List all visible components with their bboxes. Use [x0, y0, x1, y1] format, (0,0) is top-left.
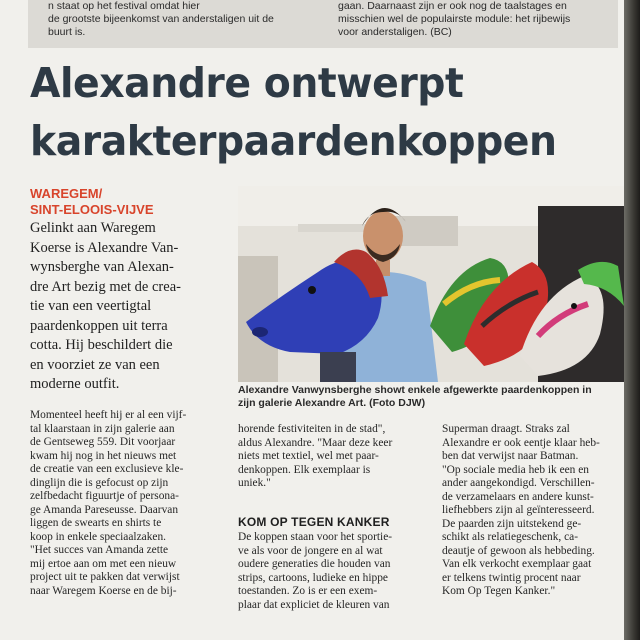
article-headline — [30, 54, 606, 170]
headline-line-1: Alexandre ontwerpt — [30, 59, 464, 107]
page-edge-shadow — [624, 0, 640, 640]
lead-paragraph: Gelinkt aan Waregem Koerse is Alexandre Van- wynsberghe van Alexan- dre Art bezig met de crea- tie van een veertigtal paardenkoppen uit terra cotta. Hij beschildert die en voorziet ze van een moderne outfit. — [30, 220, 181, 392]
previous-article-col-1: n staat op het festival omdat hier de grootste bijeenkomst van anderstaligen uit de buurt is. — [48, 0, 274, 38]
previous-article-box — [28, 0, 618, 48]
section-subheading: KOM OP TEGEN KANKER — [238, 515, 390, 529]
photo-caption: Alexandre Vanwynsberghe showt enkele afgewerkte paardenkoppen in zijn galerie Alexandre Art. (Foto DJW) — [238, 384, 592, 409]
location-kicker: WAREGEM/ SINT-ELOOIS-VIJVE — [30, 186, 154, 217]
previous-article-col-2: gaan. Daarnaast zijn er ook nog de taalstages en misschien wel de populairste module: het rijbewijs voor anderstaligen. (BC) — [338, 0, 571, 38]
article-photo — [238, 186, 624, 382]
headline-line-2: karakterpaardenkoppen — [30, 117, 557, 165]
gallery-photo-illustration — [238, 186, 624, 382]
body-column-2: horende festiviteiten in de stad", aldus Alexandre. "Maar deze keer niets met textiel, wel met paar- denkoppen. Elk exemplaar is uniek." — [238, 423, 393, 489]
body-column-3: Superman draagt. Straks zal Alexandre er ook eentje klaar heb- ben dat verwijst naar Batman. "Op sociale media heb ik een en ander aangekondigd. Verschillen- de verzamelaars en andere kunst- liefhebbers zijn al geïnteresseerd. De paarden zijn uitstekend ge- schikt als relatiegeschenk, ca- deautje of gewoon als hebbeding. Van elk verkocht exemplaar gaat er telkens twintig procent naar Kom Op Tegen Kanker." — [442, 423, 600, 597]
body-column-2-continued: De koppen staan voor het sportie- ve als voor de jongere en al wat oudere generaties die houden van strips, cartoons, ludieke en hippe toestanden. Zo is er een exem- plaar dat expliciet de kleuren van — [238, 531, 393, 611]
body-column-1: Momenteel heeft hij er al een vijf- tal klaarstaan in zijn galerie aan de Gentseweg 559. Dit voorjaar kwam hij nog in het nieuws met de creatie van een exclusieve kle- dinglijn die is gefocust op zijn zelfbedacht figuurtje of persona- ge Amanda Pareseusse. Daarvan liggen de swearts en shirts te koop in enkele speciaalzaken. "Het succes van Amanda zette mij ertoe aan om met een nieuw project uit te pakken dat verwijst naar Waregem Koerse en de bij- — [30, 409, 187, 597]
